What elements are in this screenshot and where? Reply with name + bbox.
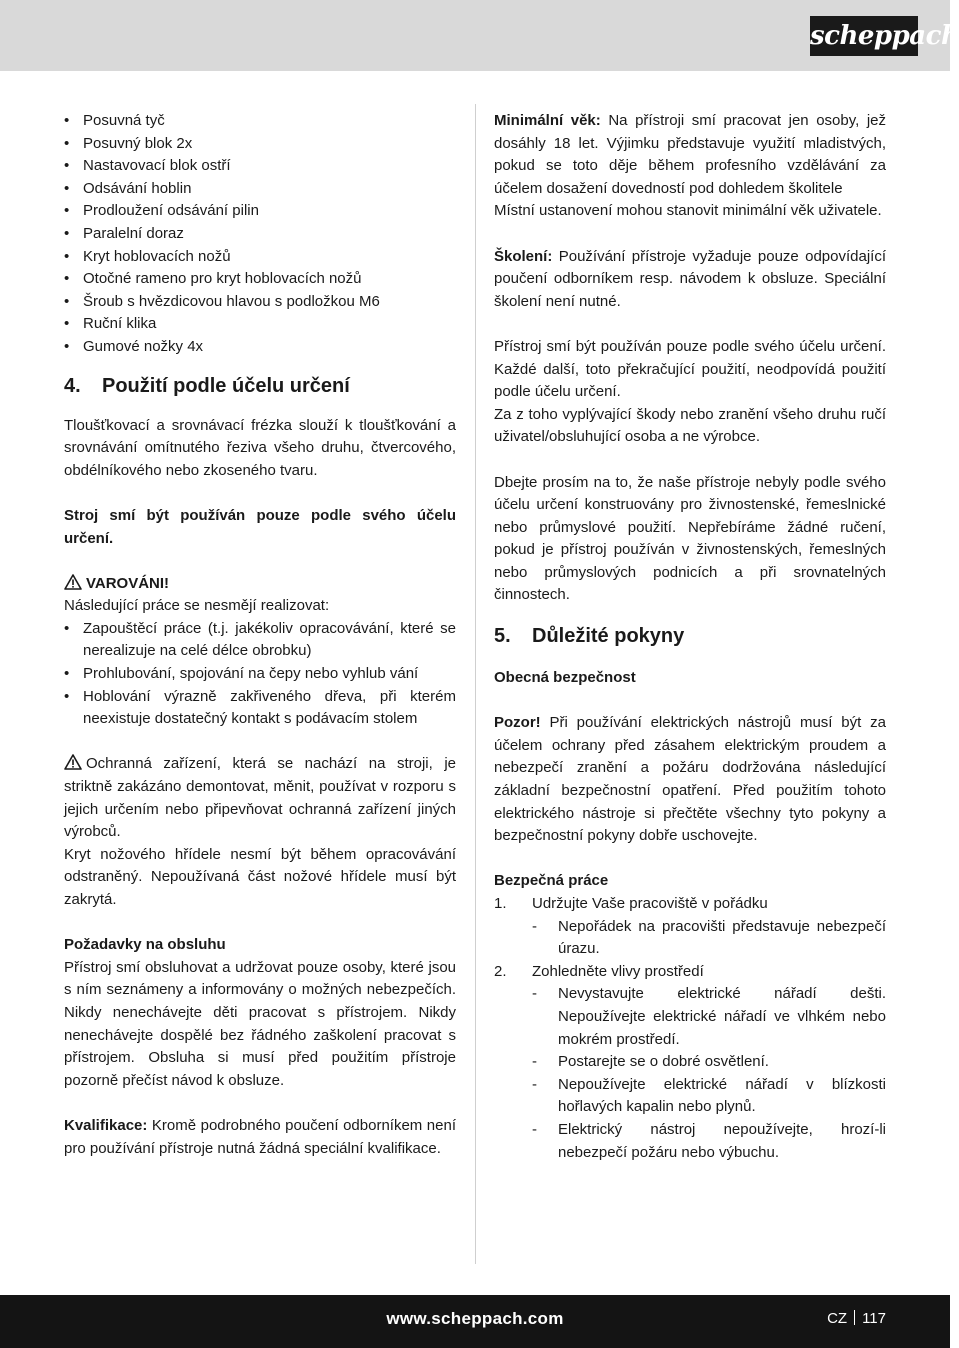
local-rules: Místní ustanovení mohou stanovit minimální věk uživatele. bbox=[494, 202, 882, 220]
commercial-use: Dbejte prosím na to, že naše přístroje nebyly podle svého účelu určení konstruovány pro živnostenské, řemeslnické nebo průmyslové použití. Nepřebíráme žádné ručení, pokud je přístroj používán v živnostenských, řemeslných nebo průmyslových podnicích a při srovnatelných činnostech. bbox=[494, 473, 886, 604]
sub-list bbox=[532, 916, 886, 961]
min-age-text: Na přístroji smí pracovat jen osoby, jež dosáhly 18 let. Výjimku představuje využití mladistvých, pokud se toto děje během profesního vzdělávání za účelem dosažení dovedností pod dohledem školitele bbox=[494, 112, 887, 197]
intended-use: Přístroj smí být používán pouze podle svého účelu určení. Každé další, toto překračující použití, neodpovídá použití podle účelu určení. bbox=[494, 337, 886, 401]
list-item: • Otočné rameno pro kryt hoblovacích nožů bbox=[64, 268, 456, 291]
list-item: - Nepoužívejte elektrické nářadí v blízkosti hořlavých kapalin nebo plynů. bbox=[532, 1074, 886, 1119]
parts-list bbox=[64, 110, 456, 359]
operator-text: Přístroj smí obsluhovat a udržovat pouze osoby, které jsou s ním seznámeny a informovány o možných nebezpečích. Nikdy nenechávejte děti pracovat s přístrojem. Nikdy nenechávejte dospělé bez řádného zaškolení pracovat s přístrojem. Obsluha si musí před použitím přístroje pozorně přečíst návod k obsluze. bbox=[64, 958, 456, 1089]
sub-list bbox=[532, 983, 886, 1164]
list-item: • Prodloužení odsávání pilin bbox=[64, 200, 456, 223]
warning-triangle-icon bbox=[64, 574, 82, 590]
training-text: Používání přístroje vyžaduje pouze odpovídající poučení odborníkem resp. návodem k obsluze. Speciální školení není nutné. bbox=[494, 247, 886, 310]
general-safety-heading: Obecná bezpečnost bbox=[494, 669, 636, 687]
list-item: • Ruční klika bbox=[64, 313, 456, 336]
section-title: Použití podle účelu určení bbox=[102, 374, 350, 397]
intended-use-intro: Tloušťkovací a srovnávací frézka slouží k tloušťkování a srovnávání omítnutého řeziva všeho druhu, čtvercového, obdélníkového nebo zkoseného tvaru. bbox=[64, 416, 456, 479]
list-item: - Postarejte se o dobré osvětlení. bbox=[532, 1051, 886, 1074]
caution-label: Pozor! bbox=[494, 714, 541, 732]
section-number: 4. bbox=[64, 374, 81, 397]
footer-bar bbox=[0, 1295, 950, 1348]
list-item: - Elektrický nástroj nepoužívejte, hrozí-li nebezpečí požáru nebo výbuchu. bbox=[532, 1119, 886, 1164]
safe-work-heading: Bezpečná práce bbox=[494, 872, 609, 890]
operator-heading: Požadavky na obsluhu bbox=[64, 936, 226, 954]
list-item: • Prohlubování, spojování na čepy nebo vyhlub vání bbox=[64, 663, 456, 686]
section-5-heading bbox=[494, 623, 886, 649]
list-item: 2. Zohledněte vlivy prostředí - Nevystavujte elektrické nářadí dešti. Nepoužívejte elektrické nářadí ve vlhkém nebo mokrém prostředí. - Postarejte se o dobré osvětlení. - Nepoužívejte elektrické nářadí v blízkosti hořlavých kapalin nebo plynů. - Elektrický nástroj nepoužívejte, hrozí-li nebezpečí požáru nebo výbuchu. bbox=[494, 961, 886, 1164]
warning-title: VAROVÁNI! bbox=[64, 573, 456, 596]
list-item: • Zapouštěcí práce (t.j. jakékoliv opracovávání, které se nerealizuje na celé délce obrobku) bbox=[64, 618, 456, 663]
section-number: 5. bbox=[494, 625, 511, 648]
min-age-label: Minimální věk: bbox=[494, 112, 601, 129]
list-item: • Posuvná tyč bbox=[64, 110, 456, 133]
scheppach-logo: scheppach bbox=[810, 16, 918, 56]
min-age-paragraph bbox=[494, 110, 886, 200]
list-item: • Nastavovací blok ostří bbox=[64, 155, 456, 178]
top-bar bbox=[0, 0, 959, 71]
page-indicator bbox=[827, 1310, 886, 1327]
list-item: • Posuvný blok 2x bbox=[64, 133, 456, 156]
training-paragraph bbox=[494, 246, 886, 314]
warning-intro: Následující práce se nesmějí realizovat: bbox=[64, 597, 330, 615]
list-item: • Kryt hoblovacích nožů bbox=[64, 246, 456, 269]
protection-note: Ochranná zařízení, která se nachází na stroji, je striktně zakázáno demontovat, měnit, používat v rozporu s jejich určením nebo připevňovat ochranná zařízení jiných výrobců. bbox=[64, 755, 456, 841]
liability: Za z toho vyplývající škody nebo zranění všeho druhu ručí uživatel/obsluhující osoba a ne výrobce. bbox=[494, 405, 886, 446]
caution-text: Při používání elektrických nástrojů musí být za účelem ochrany před zásahem elektrickým proudem a nebezpečí zranění a požáru dodržována následující základní bezpečnostní opatření. Před použitím tohoto elektrického nástroje si přečtěte všechny tyto pokyny a bezpečnostní pokyny dobře uschovejte. bbox=[494, 714, 886, 845]
list-item: - Nevystavujte elektrické nářadí dešti. Nepoužívejte elektrické nářadí ve vlhkém nebo mokrém prostředí. bbox=[532, 983, 886, 1051]
list-item: • Paralelní doraz bbox=[64, 223, 456, 246]
qualification-text: Kromě podrobného poučení odborníkem není pro používání přístroje nutná žádná speciální kvalifikace. bbox=[64, 1116, 456, 1157]
list-item: • Hoblování výrazně zakřiveného dřeva, při kterém neexistuje dostatečný kontakt s podávacím stolem bbox=[64, 686, 456, 731]
right-column bbox=[494, 110, 886, 1164]
website-url: www.scheppach.com bbox=[386, 1309, 564, 1328]
list-item: • Odsávání hoblin bbox=[64, 178, 456, 201]
language-code: CZ bbox=[827, 1310, 848, 1327]
section-title: Důležité pokyny bbox=[532, 625, 685, 648]
caution-paragraph bbox=[494, 712, 886, 848]
qualification-paragraph bbox=[64, 1115, 456, 1160]
safety-steps bbox=[494, 893, 886, 1164]
list-item: • Šroub s hvězdicovou hlavou s podložkou M6 bbox=[64, 291, 456, 314]
list-item: • Gumové nožky 4x bbox=[64, 336, 456, 359]
column-divider bbox=[475, 104, 476, 1264]
section-4-heading bbox=[64, 373, 456, 399]
cover-note: Kryt nožového hřídele nesmí být během opracovávání odstraněný. Nepoužívaná část nožové hřídele musí být zakrytá. bbox=[64, 845, 456, 908]
list-item: 1. Udržujte Vaše pracoviště v pořádku - Nepořádek na pracovišti představuje nebezpečí úrazu. bbox=[494, 893, 886, 961]
warning-triangle-icon bbox=[64, 754, 82, 770]
qualification-label: Kvalifikace: bbox=[64, 1116, 148, 1134]
training-label: Školení: bbox=[494, 247, 553, 265]
page-number: 117 bbox=[862, 1310, 886, 1327]
forbidden-work-list bbox=[64, 618, 456, 731]
bold-note: Stroj smí být používán pouze podle svého účelu určení. bbox=[64, 506, 456, 547]
left-column bbox=[64, 110, 456, 1160]
list-item: - Nepořádek na pracovišti představuje nebezpečí úrazu. bbox=[532, 916, 886, 961]
